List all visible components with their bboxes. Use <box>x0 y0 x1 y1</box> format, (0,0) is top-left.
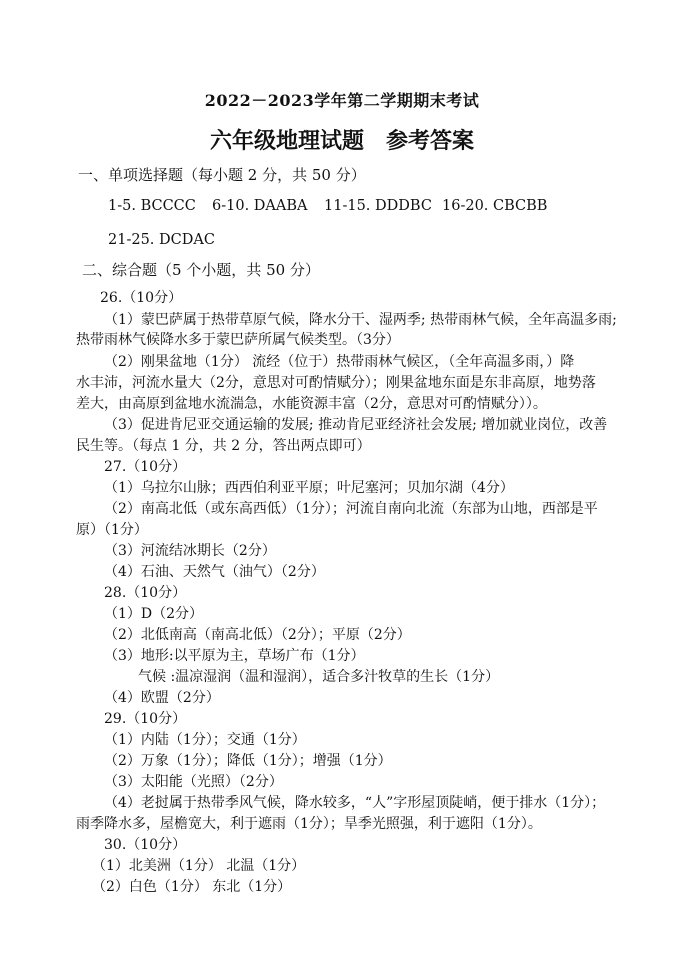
answer-line: （2）刚果盆地（1分） 流经（位于）热带雨林气候区，（全年高温多雨，）降 <box>104 354 575 370</box>
answer-line: 水丰沛，河流水量大（2分，意思对可酌情赋分）；刚果盆地东面是东非高原，地势落 <box>76 375 596 391</box>
answer-line: 民生等。（每点 1 分，共 2 分，答出两点即可） <box>76 438 371 454</box>
answer-line: 雨季降水多，屋檐宽大，利于遮雨（1分）；旱季光照强，利于遮阳（1分）。 <box>76 816 542 832</box>
question-number: 30.（10分） <box>104 837 187 853</box>
answer-line: （4）石油、天然气（油气）（2分） <box>104 564 325 580</box>
answer-line: （1）北美洲（1分） 北温（1分） <box>92 858 306 874</box>
answer-line: （4）欧盟（2分） <box>104 690 220 706</box>
choice-answer: 1-5. BCCCC <box>108 198 196 214</box>
section2-heading: 二、综合题（5 个小题，共 50 分） <box>82 261 320 279</box>
choice-answer: 21-25. DCDAC <box>108 232 215 248</box>
answer-line: （1）内陆（1分）；交通（1分） <box>104 732 306 748</box>
exam-title: 2022－2023学年第二学期期末考试 <box>204 91 480 110</box>
choice-answers-row1 <box>108 196 547 216</box>
answer-line: （2）白色（1分） 东北（1分） <box>92 879 292 895</box>
answer-line: 差大，由高原到盆地水流湍急，水能资源丰富（2分，意思对可酌情赋分））。 <box>76 396 547 412</box>
answer-line: （2）南高北低（或东高西低）（1分）；河流自南向北流（东部为山地，西部是平 <box>104 501 598 517</box>
answer-line: （3）地形:以平原为主，草场广布（1分） <box>104 648 365 664</box>
answer-line: （2）万象（1分）；降低（1分）；增强（1分） <box>104 753 392 769</box>
answer-line: （3）促进肯尼亚交通运输的发展; 推动肯尼亚经济社会发展; 增加就业岗位，改善 <box>104 417 608 433</box>
answer-line: （4）老挝属于热带季风气候，降水较多，“人”字形屋顶陡峭，便于排水（1分）； <box>104 795 606 811</box>
answer-line: 气候 :温凉湿润（温和湿润），适合多汁牧草的生长（1分） <box>138 669 500 685</box>
answer-line: 原）（1分） <box>76 522 148 538</box>
answer-line: （3）河流结冰期长（2分） <box>104 543 276 559</box>
answer-line: （1）D（2分） <box>104 606 204 622</box>
question-number: 29.（10分） <box>104 711 187 727</box>
choice-answer: 11-15. DDDBC <box>324 198 432 214</box>
answer-title: 参考答案 <box>386 128 475 154</box>
answer-line: 热带雨林气候降水多于蒙巴萨所属气候类型。（3分） <box>76 332 400 348</box>
answer-line: （1）乌拉尔山脉；西西伯利亚平原；叶尼塞河；贝加尔湖（4分） <box>104 480 514 496</box>
answer-line: （3）太阳能（光照）（2分） <box>104 774 283 790</box>
section1-heading: 一、单项选择题（每小题 2 分，共 50 分） <box>78 166 366 184</box>
question-number: 28.（10分） <box>104 585 187 601</box>
subject-title: 六年级地理试题 <box>209 128 364 154</box>
choice-answers-row2 <box>108 230 215 250</box>
question-number: 26.（10分） <box>100 290 183 306</box>
answer-line: （2）北低南高（南高北低）（2分）；平原（2分） <box>104 627 411 643</box>
choice-answer: 6-10. DAABA <box>212 198 308 214</box>
answer-line: （1）蒙巴萨属于热带草原气候，降水分干、湿两季; 热带雨林气候，全年高温多雨; <box>104 312 617 328</box>
choice-answer: 16-20. CBCBB <box>442 198 548 214</box>
subject-answer-title <box>0 124 684 155</box>
question-number: 27.（10分） <box>104 459 187 475</box>
